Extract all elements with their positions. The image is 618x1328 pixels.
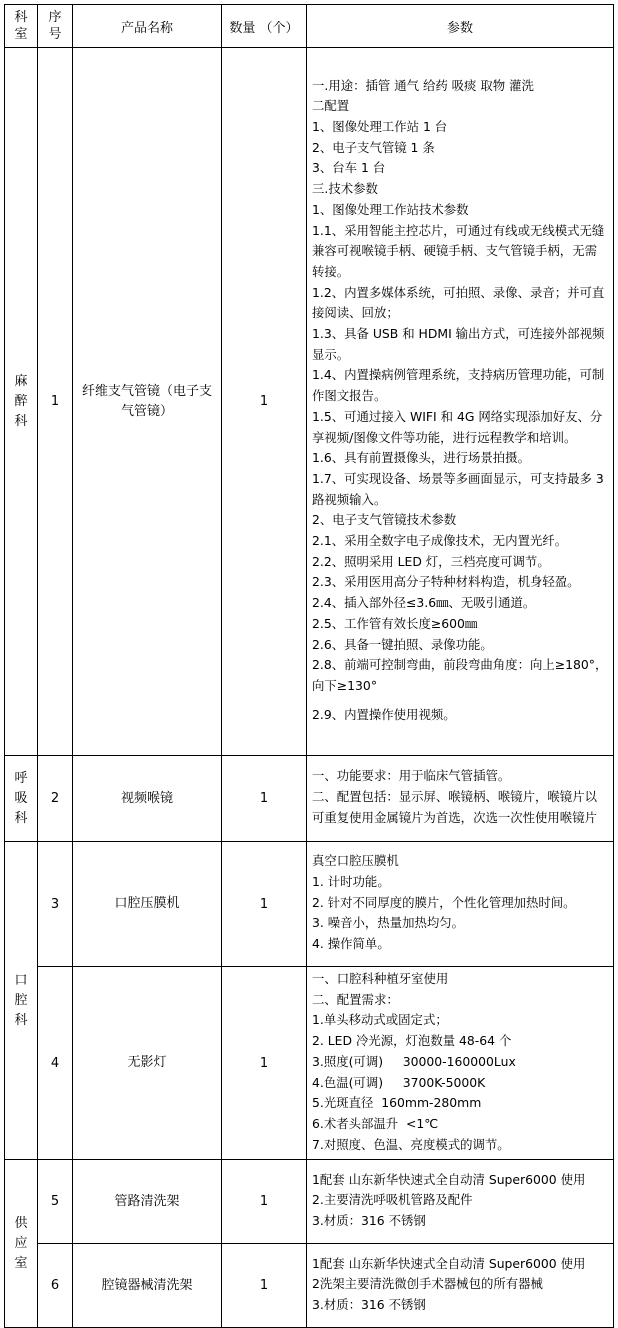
param-line: 1.单头移动式或固定式； <box>312 1012 448 1028</box>
param-line: 2、电子支气管镜 1 条 <box>312 139 435 155</box>
quantity: 1 <box>222 1160 307 1244</box>
table-row <box>5 1160 614 1244</box>
params-cell <box>307 967 614 1160</box>
param-line: 3、台车 1 台 <box>312 160 386 176</box>
param-line: 2.8、前端可控制弯曲，前段弯曲角度：向上≥180°，向下≥130° <box>312 657 608 693</box>
row-number: 1 <box>38 48 73 756</box>
param-line: 1配套 山东新华快速式全自动清 Super6000 使用 <box>312 1255 586 1271</box>
param-line: 2.4、插入部外径≤3.6㎜、无吸引通道。 <box>312 595 536 611</box>
param-line: 2.2、照明采用 LED 灯，三档亮度可调节。 <box>312 553 550 569</box>
row-number: 3 <box>38 842 73 967</box>
param-line: 4.色温(可调) 3700K-5000K <box>312 1074 486 1090</box>
header-qty: 数量 （个） <box>222 5 307 48</box>
quantity: 1 <box>222 967 307 1160</box>
param-line: 2.主要清洗呼吸机管路及配件 <box>312 1192 473 1208</box>
param-line: 3. 噪音小，热量加热均匀。 <box>312 915 465 931</box>
param-line: 一、口腔科种植牙室使用 <box>312 971 449 986</box>
product-spec-table <box>4 4 614 1328</box>
param-line: 1.3、具备 USB 和 HDMI 输出方式，可连接外部视频显示。 <box>312 326 605 362</box>
dept-cell: 呼吸科 <box>5 756 38 842</box>
param-line: 1.1、采用智能主控芯片，可通过有线或无线模式无缝兼容可视喉镜手柄、硬镜手柄、支气管镜手柄，无需转接。 <box>312 222 605 279</box>
header-dept: 科室 <box>5 5 38 48</box>
param-line: 二、配置包括：显示屏、喉镜柄、喉镜片，喉镜片以可重复使用金属镜片为首选，次选一次性使用喉镜片 <box>312 789 597 825</box>
param-line: 1、图像处理工作站 1 台 <box>312 119 448 134</box>
dept-cell: 麻醉科 <box>5 48 38 756</box>
param-line: 2洗架主要清洗微创手术器械包的所有器械 <box>312 1276 543 1292</box>
param-line: 1.6、具有前置摄像头，进行场景拍摄。 <box>312 450 530 466</box>
header-params: 参数 <box>307 5 614 48</box>
param-line: 1配套 山东新华快速式全自动清 Super6000 使用 <box>312 1171 586 1187</box>
params-cell <box>307 48 614 756</box>
param-line: 真空口腔压膜机 <box>312 853 399 869</box>
param-line: 2、电子支气管镜技术参数 <box>312 512 457 528</box>
param-line: 1.2、内置多媒体系统，可拍照、录像、录音；并可直接阅读、回放； <box>312 284 605 321</box>
param-line: 2.1、采用全数字电子成像技术，无内置光纤。 <box>312 533 568 549</box>
param-line: 3.材质：316 不锈钢 <box>312 1297 426 1313</box>
param-line: 一.用途：插管 通气 给药 吸痰 取物 灌洗 <box>312 77 534 93</box>
product-name: 口腔压膜机 <box>73 842 222 967</box>
header-no: 序号 <box>38 5 73 48</box>
row-number: 5 <box>38 1160 73 1244</box>
param-line: 一、功能要求：用于临床气管插管。 <box>312 768 511 784</box>
product-name: 无影灯 <box>73 967 222 1160</box>
param-line: 6.术者头部温升 <1℃ <box>312 1115 439 1131</box>
param-line: 7.对照度、色温、亮度模式的调节。 <box>312 1136 510 1152</box>
param-line: 二、配置需求： <box>312 991 399 1007</box>
dept-cell: 口腔科 <box>5 842 38 1160</box>
param-line: 2.5、工作管有效长度≥600㎜ <box>312 615 478 631</box>
table-row <box>5 967 614 1160</box>
quantity: 1 <box>222 48 307 756</box>
table-row <box>5 48 614 756</box>
param-line: 1、图像处理工作站技术参数 <box>312 201 469 217</box>
table-row <box>5 756 614 842</box>
dept-cell: 供应室 <box>5 1160 38 1328</box>
param-line: 5.光斑直径 160mm-280mm <box>312 1095 482 1111</box>
params-cell <box>307 1160 614 1244</box>
table-header-row <box>5 5 614 48</box>
quantity: 1 <box>222 1244 307 1328</box>
params-cell <box>307 842 614 967</box>
param-line: 1.5、可通过接入 WIFI 和 4G 网络实现添加好友、分享视频/图像文件等功能，进行远程教学和培训。 <box>312 408 603 445</box>
table-row <box>5 1244 614 1328</box>
param-line: 2.9、内置操作使用视频。 <box>312 706 456 722</box>
row-number: 4 <box>38 967 73 1160</box>
product-name: 腔镜器械清洗架 <box>73 1244 222 1328</box>
param-line: 1.4、内置操病例管理系统，支持病历管理功能，可制作图文报告。 <box>312 367 605 404</box>
product-name: 纤维支气管镜（电子支气管镜） <box>73 48 222 756</box>
product-name: 视频喉镜 <box>73 756 222 842</box>
param-line: 2. LED 冷光源，灯泡数量 48-64 个 <box>312 1033 512 1049</box>
product-name: 管路清洗架 <box>73 1160 222 1244</box>
param-line: 2. 针对不同厚度的膜片，个性化管理加热时间。 <box>312 894 576 910</box>
quantity: 1 <box>222 756 307 842</box>
param-line: 3.材质：316 不锈钢 <box>312 1213 426 1229</box>
quantity: 1 <box>222 842 307 967</box>
param-line: 2.3、采用医用高分子特种材料构造，机身轻盈。 <box>312 574 580 590</box>
param-line: 1.7、可实现设备、场景等多画面显示，可支持最多 3 路视频输入。 <box>312 470 608 507</box>
table-row <box>5 842 614 967</box>
row-number: 6 <box>38 1244 73 1328</box>
param-line: 三.技术参数 <box>312 181 378 197</box>
param-line: 3.照度(可调) 30000-160000Lux <box>312 1053 516 1069</box>
params-cell <box>307 756 614 842</box>
header-name: 产品名称 <box>73 5 222 48</box>
row-number: 2 <box>38 756 73 842</box>
param-line: 4. 操作简单。 <box>312 936 390 952</box>
param-line: 二配置 <box>312 98 350 114</box>
params-cell <box>307 1244 614 1328</box>
param-line: 1. 计时功能。 <box>312 873 390 889</box>
param-line: 2.6、具备一键拍照、录像功能。 <box>312 636 493 652</box>
